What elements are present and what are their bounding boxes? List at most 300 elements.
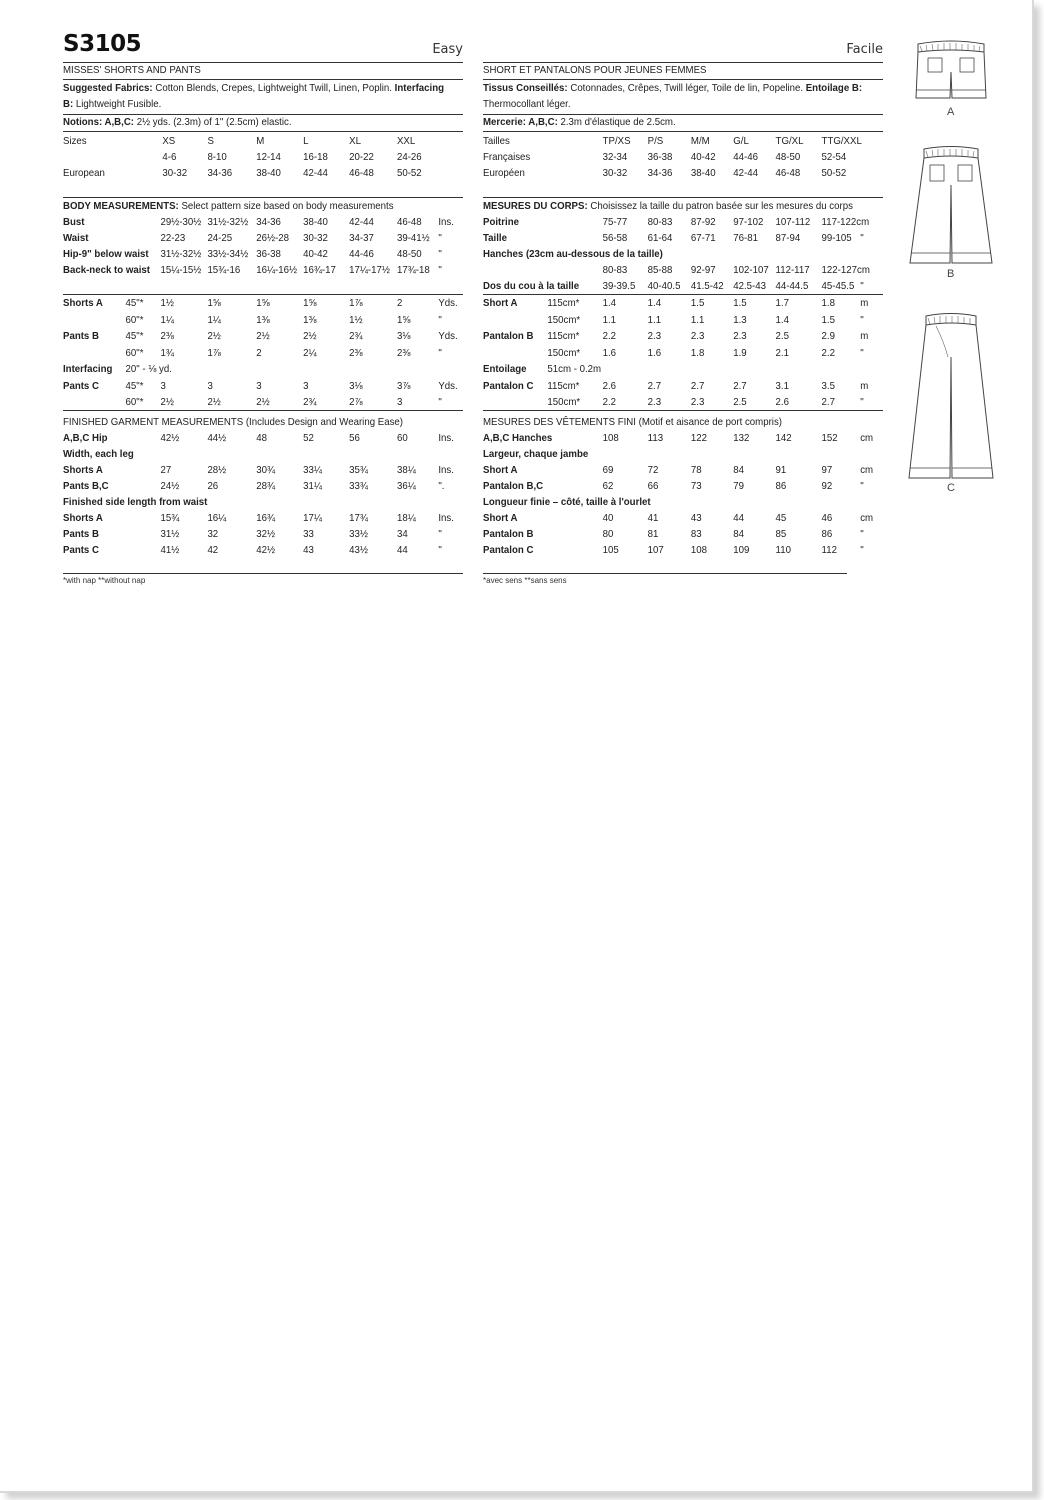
table-cell: XXL [396, 135, 416, 147]
table-row [483, 278, 869, 294]
divider [483, 573, 847, 574]
table-row [483, 246, 869, 262]
notions: Notions: A,B,C: 2½ yds. (2.3m) of 1" (2.5cm) elastic. [63, 116, 292, 128]
table-cell: 16-18 [303, 151, 328, 163]
table-row [483, 214, 869, 230]
table-cell: 1.8 [821, 297, 836, 309]
table-cell: 12-14 [256, 151, 281, 163]
table-cell: 56-58 [602, 232, 628, 244]
table-cell: 48 [256, 432, 267, 444]
table-cell: " [860, 232, 864, 244]
table-cell: 97-102 [733, 216, 764, 228]
table-cell: 50-52 [821, 167, 847, 179]
table-cell: 60"* [125, 396, 144, 408]
table-cell: 97 [821, 464, 833, 476]
table-cell: Tailles [483, 135, 510, 147]
table-cell: 39-41½ [396, 232, 430, 244]
table-cell: TP/XS [602, 135, 631, 147]
table-cell: Pants B [63, 528, 99, 540]
table-cell: Ins. [438, 512, 454, 524]
table-cell: 46-48 [775, 167, 801, 179]
table-cell: 39-39.5 [602, 280, 636, 292]
table-cell: 3⅛ [396, 330, 411, 342]
table-cell: 33½ [349, 528, 368, 540]
table-cell: 66 [647, 480, 659, 492]
table-cell: 86 [821, 528, 833, 540]
difficulty-level-fr: Facile [846, 42, 883, 57]
table-cell: 15¾ [160, 512, 180, 524]
table-cell: 42½ [160, 432, 180, 444]
table-row [63, 446, 449, 462]
table-cell: Shorts A [63, 512, 103, 524]
table-row [483, 361, 869, 377]
table-cell: 2½ [160, 396, 174, 408]
table-cell: Interfacing [63, 363, 113, 375]
table-row [63, 510, 454, 526]
table-cell: " [438, 232, 442, 244]
table-cell: 3 [207, 379, 213, 392]
table-cell: 34-36 [207, 167, 233, 179]
footnote-fr: *avec sens **sans sens [483, 576, 567, 585]
table-cell: 17¼ [303, 512, 322, 524]
view-label-c: C [947, 482, 955, 494]
table-cell: " [438, 313, 442, 326]
table-row [483, 133, 869, 149]
suggested-fabrics: Suggested Fabrics: Cotton Blends, Crepes, Lightweight Twill, Linen, Poplin. Interfacing [63, 82, 445, 94]
table-cell: Ins. [438, 216, 454, 228]
difficulty-level: Easy [432, 42, 463, 57]
table-cell: 1.4 [602, 297, 617, 309]
table-cell: 2.7 [690, 379, 705, 392]
table-cell: Back-neck to waist [63, 264, 150, 276]
footnote: *with nap **without nap [63, 576, 146, 585]
french-column [483, 0, 883, 600]
table-cell: 150cm* [547, 313, 581, 326]
table-cell: 32-34 [602, 151, 628, 163]
table-cell: 2¾ [303, 396, 317, 408]
table-cell: 1.5 [821, 313, 836, 326]
table-cell: 2.2 [602, 396, 617, 408]
table-cell: 115cm* [547, 379, 580, 392]
table-cell: Shorts A [63, 297, 103, 309]
table-cell: 3.1 [775, 379, 790, 392]
table-cell: 80-83 [647, 216, 673, 228]
table-cell: Short A [483, 297, 518, 309]
table-cell: 24½ [160, 480, 180, 492]
table-cell: 85-88 [647, 264, 673, 276]
table-cell: 41½ [160, 544, 180, 556]
table-cell: " [438, 396, 442, 408]
table-row [63, 230, 449, 246]
table-cell: 108 [690, 544, 708, 556]
table-cell: 24-26 [396, 151, 422, 163]
table-cell: ". [438, 480, 445, 492]
table-cell: 48-50 [775, 151, 801, 163]
table-cell: 46 [821, 512, 833, 524]
table-cell: 2.2 [821, 346, 836, 359]
table-cell: 27 [160, 464, 172, 476]
table-cell: 1⅜ [256, 313, 270, 326]
pattern-number: S3105 [63, 31, 142, 57]
table-cell: 2¼ [303, 346, 317, 359]
table-cell: 117-122cm [821, 216, 870, 228]
table-row [483, 526, 869, 542]
divider [63, 79, 463, 80]
table-cell: 3 [303, 379, 309, 392]
table-row [483, 149, 869, 165]
table-cell: 33½-34½ [207, 248, 249, 260]
table-cell: 46-48 [396, 216, 422, 228]
table-cell: 36-38 [647, 151, 673, 163]
divider [483, 79, 883, 80]
table-cell: 76-81 [733, 232, 758, 244]
table-cell: cm [860, 432, 874, 444]
table-cell: 36¼ [396, 480, 416, 492]
table-cell: 87-94 [775, 232, 801, 244]
table-cell: 36-38 [256, 248, 281, 260]
table-row [483, 430, 874, 446]
table-row [63, 494, 449, 510]
table-cell: 3⅛ [349, 379, 363, 392]
table-cell: TG/XL [775, 135, 804, 147]
table-cell: 40-42 [690, 151, 716, 163]
table-cell: 2⅜ [396, 346, 411, 359]
table-cell: 92 [821, 480, 833, 492]
table-cell: 28½ [207, 464, 227, 476]
table-row [63, 214, 454, 230]
table-cell: 2.9 [821, 330, 836, 342]
table-row [63, 542, 449, 558]
table-cell: 107-112 [775, 216, 811, 228]
table-cell: 15¼-15½ [160, 264, 202, 276]
table-cell: S [207, 135, 214, 147]
table-cell: 2.7 [821, 396, 836, 408]
table-cell: 2⅜ [160, 330, 174, 342]
table-cell: 44 [396, 544, 408, 556]
table-cell: Yds. [438, 330, 458, 342]
table-cell: A,B,C Hanches [483, 432, 553, 444]
table-cell: 41 [647, 512, 659, 524]
table-row [483, 328, 869, 344]
table-row [483, 165, 869, 181]
table-cell: 61-64 [647, 232, 673, 244]
table-cell: 2.3 [690, 396, 705, 408]
table-cell: 22-23 [160, 232, 186, 244]
table-cell: 16¾-17 [303, 264, 336, 276]
table-row [63, 133, 449, 149]
table-row [63, 312, 449, 328]
table-cell: 44½ [207, 432, 227, 444]
table-cell: 26½-28 [256, 232, 289, 244]
table-cell: 1⅝ [256, 297, 270, 309]
table-cell: 42-44 [733, 167, 758, 179]
view-label-a: A [947, 106, 955, 118]
table-cell: 43 [690, 512, 702, 524]
table-cell: 42 [207, 544, 219, 556]
table-cell: 62 [602, 480, 614, 492]
table-cell: " [438, 528, 442, 540]
table-cell: 85 [775, 528, 787, 540]
divider [483, 197, 883, 198]
table-row [483, 378, 869, 394]
table-cell: 99-105 [821, 232, 852, 244]
table-row [483, 262, 869, 278]
table-row [483, 345, 869, 361]
table-cell: 150cm* [547, 396, 581, 408]
table-cell: 34 [396, 528, 408, 540]
table-cell: Pantalon B [483, 330, 534, 342]
table-cell: 84 [733, 528, 744, 540]
table-row [63, 295, 458, 311]
table-cell: 38¼ [396, 464, 416, 476]
table-cell: 2½ [207, 396, 221, 408]
table-cell: 2 [256, 346, 262, 359]
notions-fr: Mercerie: A,B,C: 2.3m d'élastique de 2.5cm. [483, 116, 676, 128]
table-cell: 115cm* [547, 297, 580, 309]
table-cell: 2.6 [775, 396, 790, 408]
table-cell: 17¾ [349, 512, 368, 524]
table-cell: m [860, 379, 869, 392]
table-cell: 60"* [125, 313, 144, 326]
table-cell: " [438, 248, 442, 260]
table-cell: 35¾ [349, 464, 368, 476]
table-cell: 122-127cm [821, 264, 870, 276]
table-cell: cm [860, 512, 874, 524]
table-cell: 80 [602, 528, 614, 540]
table-cell: 34-36 [647, 167, 673, 179]
table-cell: Short A [483, 464, 518, 476]
table-cell: 113 [647, 432, 664, 444]
table-cell: Pantalon B [483, 528, 534, 540]
table-cell: Pantalon B,C [483, 480, 544, 492]
table-cell: 1¾ [160, 346, 174, 359]
table-cell: 34-37 [349, 232, 374, 244]
table-cell: 52-54 [821, 151, 847, 163]
table-cell: 1.7 [775, 297, 790, 309]
table-cell: 1.9 [733, 346, 747, 359]
table-cell: Pantalon C [483, 379, 534, 392]
table-cell: 31½-32½ [160, 248, 202, 260]
table-cell: 2.7 [647, 379, 662, 392]
table-cell: 1½ [160, 297, 174, 309]
table-cell: 44-46 [349, 248, 374, 260]
table-cell: 81 [647, 528, 659, 540]
table-cell: 8-10 [207, 151, 227, 163]
table-row [483, 230, 869, 246]
table-cell: Largeur, chaque jambe [483, 448, 589, 460]
table-cell: 33¼ [303, 464, 322, 476]
table-cell: 3 [256, 379, 262, 392]
table-cell: 122 [690, 432, 708, 444]
pattern-title: MISSES' SHORTS AND PANTS [63, 64, 201, 76]
table-cell: European [63, 167, 105, 179]
table-cell: 105 [602, 544, 619, 556]
table-row [483, 312, 869, 328]
table-cell: 2.3 [647, 330, 662, 342]
table-cell: " [438, 264, 442, 276]
table-cell: 46-48 [349, 167, 374, 179]
table-cell: Françaises [483, 151, 531, 163]
table-row [63, 378, 458, 394]
table-cell: 2¾ [349, 330, 363, 342]
table-cell: 45"* [125, 297, 144, 309]
divider [63, 131, 463, 132]
table-cell: 40-40.5 [647, 280, 681, 292]
table-cell: XL [349, 135, 361, 147]
table-row [63, 262, 449, 278]
table-row [63, 246, 449, 262]
table-cell: 28¾ [256, 480, 276, 492]
table-cell: 16¼ [207, 512, 227, 524]
table-cell: 72 [647, 464, 659, 476]
finished-measurements-title-fr: MESURES DES VÊTEMENTS FINI (Motif et aisance de port compris) [483, 416, 782, 428]
table-cell: 112 [821, 544, 837, 556]
table-cell: 1⅝ [303, 297, 317, 309]
divider [483, 410, 883, 411]
table-cell: 1⅞ [207, 346, 221, 359]
english-column [63, 0, 463, 600]
table-cell: 142 [775, 432, 792, 444]
table-cell: Pants B [63, 330, 99, 342]
table-cell: 24-25 [207, 232, 233, 244]
table-cell: 33 [303, 528, 314, 540]
table-row [63, 328, 458, 344]
table-row [63, 526, 449, 542]
table-cell: 1.5 [733, 297, 747, 309]
table-cell: 20" - ⅛ yd. [125, 363, 172, 375]
table-cell: 45"* [125, 330, 144, 342]
table-cell: 2.3 [690, 330, 705, 342]
table-cell: 1.8 [690, 346, 705, 359]
table-cell: TTG/XXL [821, 135, 862, 147]
table-cell: 31½ [160, 528, 180, 540]
table-cell: 1.1 [690, 313, 705, 326]
table-cell: 1⅝ [207, 297, 221, 309]
table-cell: 1.4 [775, 313, 790, 326]
table-cell: 2½ [256, 330, 270, 342]
table-cell: 38-40 [690, 167, 716, 179]
table-cell: 2½ [256, 396, 270, 408]
table-cell: Hip-9" below waist [63, 248, 149, 260]
table-cell: 132 [733, 432, 750, 444]
table-cell: 52 [303, 432, 314, 444]
table-cell: Sizes [63, 135, 87, 147]
table-cell: " [860, 480, 864, 492]
table-cell: 44-46 [733, 151, 758, 163]
divider [63, 197, 463, 198]
table-cell: 67-71 [690, 232, 716, 244]
table-cell: 17¼-17½ [349, 264, 390, 276]
table-cell: 40 [602, 512, 614, 524]
table-cell: 44 [733, 512, 744, 524]
table-cell: 43 [303, 544, 314, 556]
table-cell: Pants B,C [63, 480, 109, 492]
table-cell: 79 [733, 480, 744, 492]
table-cell: 1¼ [160, 313, 174, 326]
table-cell: 43½ [349, 544, 368, 556]
table-cell: 32 [207, 528, 219, 540]
table-cell: 73 [690, 480, 702, 492]
table-cell: 31½-32½ [207, 216, 249, 228]
table-cell: 78 [690, 464, 702, 476]
table-cell: " [860, 396, 864, 408]
table-cell: 1.4 [647, 297, 662, 309]
table-cell: 110 [775, 544, 791, 556]
table-cell: " [860, 280, 864, 292]
table-cell: Shorts A [63, 464, 103, 476]
table-cell: Finished side length from waist [63, 496, 208, 508]
table-cell: 38-40 [303, 216, 328, 228]
table-cell: 42-44 [349, 216, 374, 228]
table-cell: G/L [733, 135, 749, 147]
table-cell: 45"* [125, 379, 144, 392]
table-row [483, 462, 874, 478]
table-row [483, 542, 869, 558]
table-cell: 42-44 [303, 167, 328, 179]
table-cell: 150cm* [547, 346, 581, 359]
table-cell: " [860, 544, 864, 556]
table-cell: 107 [647, 544, 664, 556]
table-cell: 1⅞ [349, 297, 363, 309]
table-cell: 1.6 [647, 346, 662, 359]
table-cell: Bust [63, 216, 85, 228]
table-cell: 50-52 [396, 167, 422, 179]
table-cell: 30¾ [256, 464, 276, 476]
table-cell: 20-22 [349, 151, 374, 163]
body-measurements-title: BODY MEASUREMENTS: Select pattern size based on body measurements [63, 200, 394, 212]
table-row [483, 510, 874, 526]
table-cell: m [860, 330, 869, 342]
table-cell: 30-32 [303, 232, 328, 244]
table-cell: 3 [160, 379, 166, 392]
table-cell: 34-36 [256, 216, 281, 228]
view-label-b: B [947, 268, 955, 280]
divider [63, 573, 463, 574]
table-cell: 86 [775, 480, 787, 492]
table-cell: Taille [483, 232, 507, 244]
table-cell: Short A [483, 512, 518, 524]
table-row [483, 494, 869, 510]
table-cell: 2⅜ [349, 346, 363, 359]
table-cell: M/M [690, 135, 710, 147]
table-cell: 1.3 [733, 313, 747, 326]
table-cell: " [860, 346, 864, 359]
table-cell: 84 [733, 464, 744, 476]
table-cell: A,B,C Hip [63, 432, 108, 444]
table-cell: " [438, 544, 442, 556]
table-cell: 1¼ [207, 313, 221, 326]
divider [63, 410, 463, 411]
table-cell: cm [860, 464, 874, 476]
table-cell: M [256, 135, 265, 147]
table-row [483, 295, 869, 311]
table-cell: Ins. [438, 464, 454, 476]
table-cell: 1⅝ [396, 313, 411, 326]
table-cell: Width, each leg [63, 448, 134, 460]
table-cell: 92-97 [690, 264, 716, 276]
table-cell: Européen [483, 167, 525, 179]
table-cell: 1.5 [690, 297, 705, 309]
table-cell: 48-50 [396, 248, 422, 260]
table-cell: 91 [775, 464, 787, 476]
table-cell: " [438, 346, 442, 359]
table-cell: 2.2 [602, 330, 617, 342]
table-cell: 112-117 [775, 264, 810, 276]
table-cell: L [303, 135, 309, 147]
table-cell: 56 [349, 432, 360, 444]
body-measurements-title-fr: MESURES DU CORPS: Choisissez la taille du patron basée sur les mesures du corps [483, 200, 853, 212]
table-cell: 1.6 [602, 346, 617, 359]
